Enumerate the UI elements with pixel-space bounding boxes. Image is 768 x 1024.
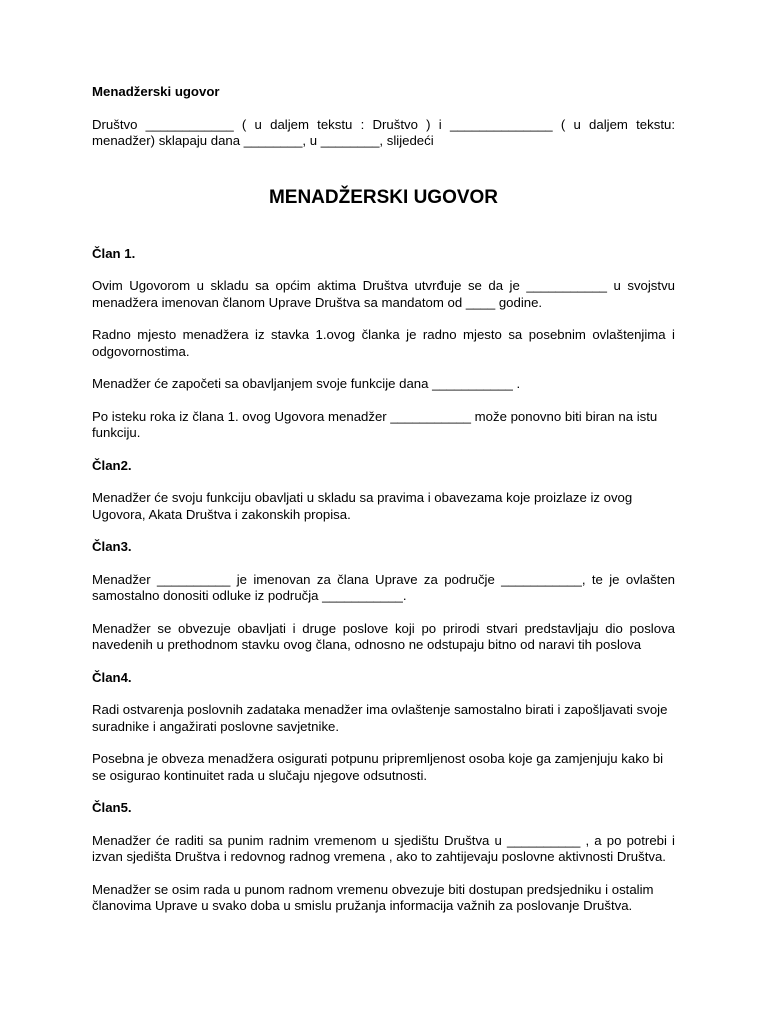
article-paragraph: Ovim Ugovorom u skladu sa općim aktima Društva utvrđuje se da je ___________ u svojstvu menadžera imenovan članom Uprave Društva sa mandatom od ____ godine. bbox=[92, 278, 675, 310]
article-2 bbox=[92, 458, 675, 524]
article-paragraph: Radi ostvarenja poslovnih zadataka menadžer ima ovlaštenje samostalno birati i zapošljavati svoje suradnike i angažirati poslovne savjetnike. bbox=[92, 702, 668, 734]
article-3 bbox=[92, 539, 675, 654]
article-paragraph: Menadžer će započeti sa obavljanjem svoje funkcije dana ___________ . bbox=[92, 376, 521, 391]
document-heading: Menadžerski ugovor bbox=[92, 84, 220, 99]
article-paragraph: Menadžer će svoju funkciju obavljati u skladu sa pravima i obavezama koje proizlaze iz ovog Ugovora, Akata Društva i zakonskih propisa. bbox=[92, 490, 633, 522]
article-title: Član 1. bbox=[92, 245, 136, 261]
article-paragraph: Radno mjesto menadžera iz stavka 1.ovog članka je radno mjesto sa posebnim ovlaštenjima i odgovornostima. bbox=[92, 327, 675, 359]
article-paragraph: Posebna je obveza menadžera osigurati potpunu pripremljenost osoba koje ga zamjenjuju kako bi se osigurao kontinuitet rada u slučaju njegove odsutnosti. bbox=[92, 751, 664, 783]
article-title: Član2. bbox=[92, 457, 132, 473]
article-1 bbox=[92, 246, 675, 442]
article-title: Član3. bbox=[92, 539, 132, 554]
article-paragraph: Menadžer se obvezuje obavljati i druge poslove koji po prirodi stvari predstavljaju dio poslova navedenih u prethodnom stavku ovog člana, odnosno ne odstupaju bitno od naravi tih poslova bbox=[92, 620, 675, 652]
article-paragraph: Menadžer će raditi sa punim radnim vremenom u sjedištu Društva u __________ , a po potrebi i izvan sjedišta Društva i redovnog radnog vremena , ako to zahtijevaju poslovne aktivnosti Društva. bbox=[92, 832, 675, 864]
main-title: MENADŽERSKI UGOVOR bbox=[268, 186, 499, 208]
article-paragraph: Po isteku roka iz člana 1. ovog Ugovora menadžer ___________ može ponovno biti biran na istu funkciju. bbox=[92, 408, 658, 440]
article-paragraph: Menadžer __________ je imenovan za člana Uprave za područje ___________, te je ovlašten samostalno donositi odluke iz područja ___________. bbox=[92, 571, 675, 603]
intro-paragraph: Društvo ____________ ( u daljem tekstu : Društvo ) i ______________ ( u daljem tekstu: menadžer) sklapaju dana ________, u ________, slijedeći bbox=[92, 116, 675, 148]
document-page bbox=[92, 84, 675, 931]
article-title: Član4. bbox=[92, 669, 132, 685]
article-paragraph: Menadžer se osim rada u punom radnom vremenu obvezuje biti dostupan predsjedniku i ostalim članovima Uprave u svako doba u smislu pružanja informacija važnih za poslovanje Društva. bbox=[92, 881, 654, 913]
article-title: Član5. bbox=[92, 800, 132, 815]
article-5 bbox=[92, 800, 675, 915]
article-4 bbox=[92, 670, 675, 785]
